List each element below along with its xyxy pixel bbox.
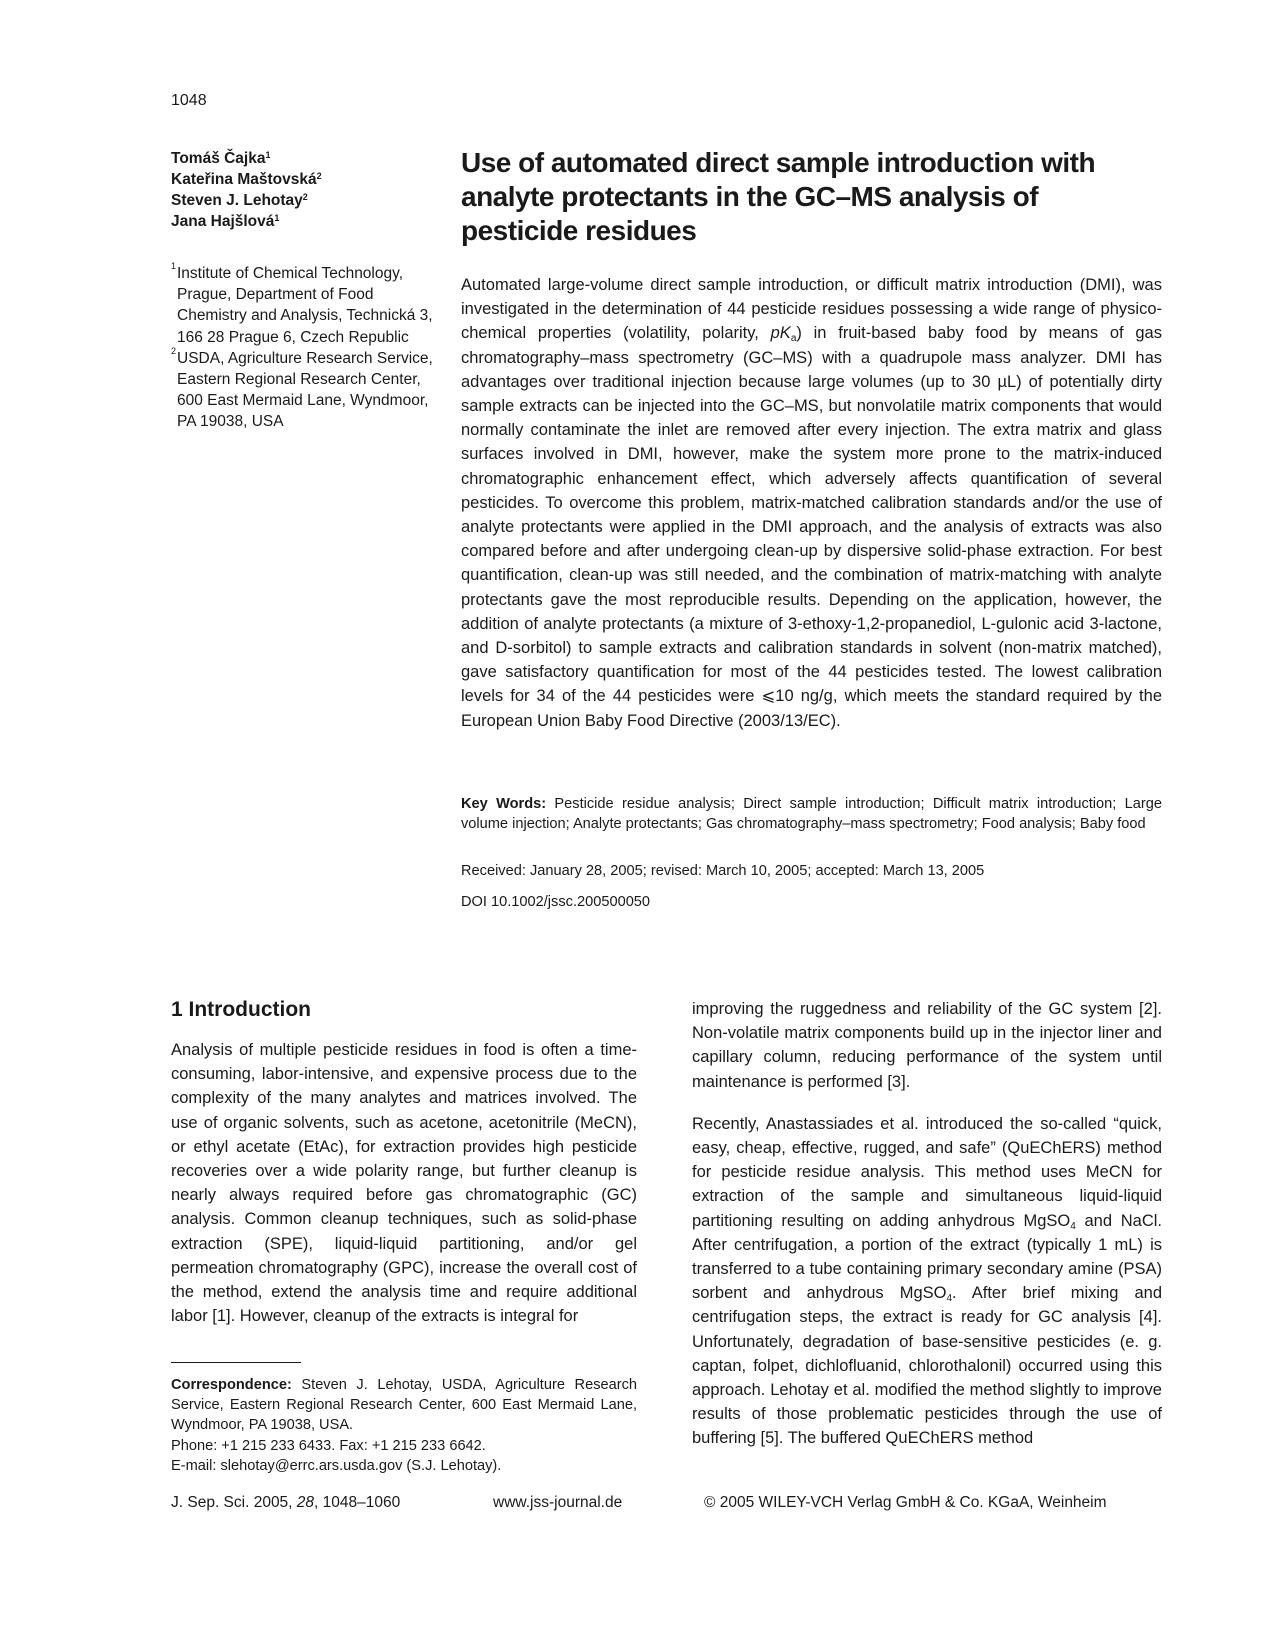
page-number: 1048 (171, 92, 207, 109)
email: E-mail: slehotay@errc.ars.usda.gov (S.J. Lehotay). (171, 1457, 502, 1474)
author: Kateřina Maštovská$^2$ (171, 171, 322, 188)
intro-left-column (171, 1038, 637, 1328)
doi: DOI 10.1002/jssc.200500050 (461, 894, 651, 910)
author-list (171, 148, 431, 232)
footnote-rule (171, 1362, 301, 1363)
intro-right-column (692, 997, 1162, 1469)
journal-website[interactable]: www.jss-journal.de (493, 1494, 623, 1511)
correspondence-footnote: Correspondence: Steven J. Lehotay, USDA, Agriculture Research Service, Eastern Regional Research Center, 600 East Mermaid Lane, Wyndmoor, PA 19038, USA. Phone: +1 215 233 6433. Fax: +1 215 233 6642. E-mail: slehotay@errc.ars.usda.gov (S.J. Lehotay). (171, 1375, 637, 1476)
copyright: © 2005 WILEY-VCH Verlag GmbH & Co. KGaA, Weinheim (704, 1494, 1107, 1511)
journal-citation: J. Sep. Sci. 2005, 28, 1048–1060 (171, 1494, 401, 1511)
paper-title: Use of automated direct sample introduction with analyte protectants in the GC–MS analysis of pesticide residues (461, 147, 1096, 246)
abstract: Automated large-volume direct sample introduction, or difficult matrix introduction (DMI), was investigated in the determination of 44 pesticide residues possessing a wide range of physico-chemical properties (volatility, polarity, $pK_a$) in fruit-based baby food by means of gas chromatography–mass spectrometry (GC–MS) with a quadrupole mass analyzer. DMI has advantages over traditional injection because large volumes (up to 30 µL) of potentially dirty sample extracts can be injected into the GC–MS, but nonvolatile matrix components that would normally contaminate the inlet are removed after every injection. The extra matrix and glass surfaces involved in DMI, however, make the system more prone to the matrix-induced chromatographic enhancement effect, which adversely affects quantification of several pesticides. To overcome this problem, matrix-matched calibration standards and/or the use of analyte protectants were applied in the DMI approach, and the analysis of extracts was also compared before and after undergoing clean-up by dispersive solid-phase extraction. For best quantification, clean-up was still needed, and the combination of matrix-matching with analyte protectants gave the most reproducible results. Depending on the application, however, the addition of analyte protectants (a mixture of 3-ethoxy-1,2-propanediol, L-gulonic acid 3-lactone, and D-sorbitol) to sample extracts and calibration standards in solvent (non-matrix matched), gave satisfactory quantification for most of the 44 pesticides tested. The lowest calibration levels for 34 of the 44 pesticides were ⩽10 ng/g, which meets the standard required by the European Union Baby Food Directive (2003/13/EC). (461, 276, 1162, 730)
affiliation: 2 USDA, Agriculture Research Service, Eastern Regional Research Center, 600 East Mermaid Lane, Wyndmoor, PA 19038, USA (171, 345, 433, 431)
author: Steven J. Lehotay$^2$ (171, 192, 308, 209)
affiliations (171, 263, 443, 433)
keywords-label: Key Words: (461, 796, 547, 812)
section-heading: 1 Introduction (171, 998, 311, 1021)
keywords: Key Words: Pesticide residue analysis; Direct sample introduction; Difficult matrix introduction; Large volume injection; Analyte protectants; Gas chromatography–mass spectrometry; Food analysis; Baby food (461, 796, 1162, 832)
correspondence-label: Correspondence: (171, 1377, 292, 1393)
affiliation: 1 Institute of Chemical Technology, Prague, Department of Food Chemistry and Analysis, Technická 3, 166 28 Prague 6, Czech Republic (171, 261, 433, 346)
paragraph: Recently, Anastassiades et al. introduced the so-called “quick, easy, cheap, effective, rugged, and safe” (QuEChERS) method for pesticide residue analysis. This method uses MeCN for extraction of the sample and simultaneous liquid-liquid partitioning resulting on adding anhydrous MgSO$_4$ and NaCl. After centrifugation, a portion of the extract (typically 1 mL) is transferred to a tube containing primary secondary amine (PSA) sorbent and anhydrous MgSO$_4$. After brief mixing and centrifugation steps, the extract is ready for GC analysis [4]. Unfortunately, degradation of base-sensitive pesticides (e. g. captan, folpet, dichlofluanid, chlorothalonil) occurred using this approach. Lehotay et al. modified the method slightly to improve results of those problematic pesticides through the use of buffering [5]. The buffered QuEChERS method (692, 1114, 1162, 1448)
paragraph: Analysis of multiple pesticide residues in food is often a time-consuming, labor-intensive, and expensive process due to the complexity of the many analytes and matrices involved. The use of organic solvents, such as acetone, acetonitrile (MeCN), or ethyl acetate (EtAc), for extraction provides high pesticide recoveries over a wide polarity range, but further cleanup is nearly always required before gas chromatographic (GC) analysis. Common cleanup techniques, such as solid-phase extraction (SPE), liquid-liquid partitioning, and/or gel permeation chromatography (GPC), increase the overall cost of the method, extend the analysis time and require additional labor [1]. However, cleanup of the extracts is integral for (171, 1041, 637, 1326)
paragraph: improving the ruggedness and reliability of the GC system [2]. Non-volatile matrix components build up in the injector liner and capillary column, reducing performance of the system until maintenance is performed [3]. (692, 1000, 1162, 1091)
phone-fax: Phone: +1 215 233 6433. Fax: +1 215 233 6642. (171, 1437, 486, 1454)
received-dates: Received: January 28, 2005; revised: March 10, 2005; accepted: March 13, 2005 (461, 863, 985, 879)
author: Tomáš Čajka$^1$ (171, 150, 271, 167)
author: Jana Hajšlová$^1$ (171, 213, 280, 230)
